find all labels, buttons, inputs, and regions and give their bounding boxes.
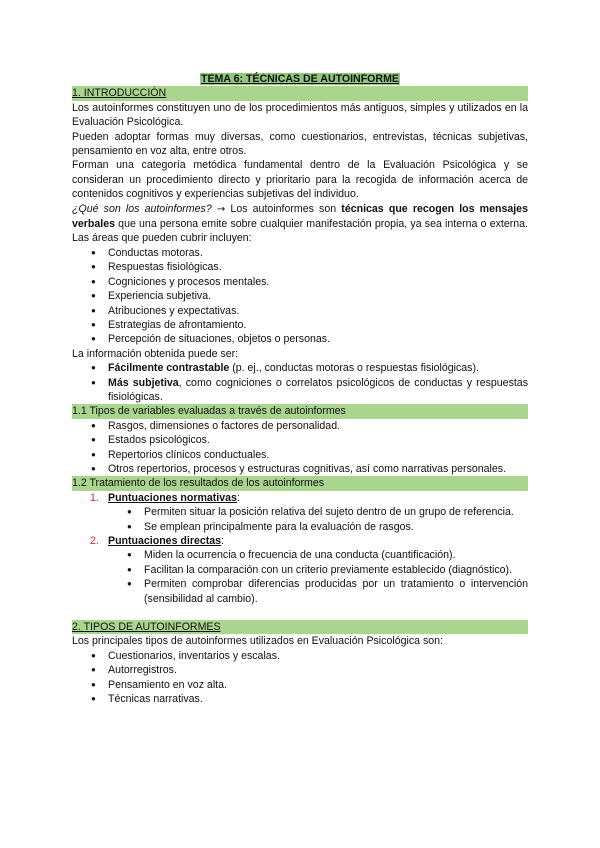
list-number: 2. [90,535,99,547]
list-item: ● Facilitan la comparación con un criterio previamente establecido (diagnóstico). [144,563,528,577]
list-item: ● Atribuciones y expectativas. [108,304,528,318]
list-item: 2. Puntuaciones directas: ● Miden la ocurrencia o frecuencia de una conducta (cuantificación). ● Facilitan la comparación con un criterio previamente establecido (diagnóstico). ● Permiten comprobar diferencias producidas por un tratamiento o intervención (sensibilidad al cambio). [108,534,528,606]
list-item: ● Respuestas fisiológicas. [108,260,528,274]
list-item: ● Repertorios clínicos conductuales. [108,448,528,462]
section-heading-tratamiento: 1.2 Tratamiento de los resultados de los autoinformes [72,476,528,490]
list-item: ● Percepción de situaciones, objetos o personas. [108,332,528,346]
types-intro: Los principales tipos de autoinformes utilizados en Evaluación Psicológica son: [72,635,443,648]
list-item: ● Cogniciones y procesos mentales. [108,275,528,289]
section-heading-tipos-variables: 1.1 Tipos de variables evaluadas a través de autoinformes [72,404,528,418]
list-item: ● Estados psicológicos. [108,433,528,447]
list-item: ● Experiencia subjetiva. [108,289,528,303]
normative-scores-list [108,505,528,534]
intro-paragraph-1: Los autoinformes constituyen uno de los procedimientos más antiguos, simples y utilizados en la Evaluación Psicológica. [72,101,528,129]
areas-list [72,246,528,347]
list-item: ● Permiten comprobar diferencias producidas por un tratamiento o intervención (sensibilidad al cambio). [144,577,528,606]
list-number: 1. [90,491,99,504]
types-list [72,649,528,707]
list-item: ● Permiten situar la posición relativa del sujeto dentro de un grupo de referencia. [144,505,528,519]
list-item: ● Autorregistros. [108,663,528,677]
variables-list [72,419,528,477]
document-title: TEMA 6: TÉCNICAS DE AUTOINFORME [201,73,399,85]
list-item: ● Conductas motoras. [108,246,528,260]
definition-question: ¿Qué son los autoinformes? [72,202,212,215]
info-list [72,361,528,404]
definition-emphasis: técnicas que recogen los mensajes verbales [72,202,528,231]
list-item: ● Estrategias de afrontamiento. [108,318,528,332]
list-item: ● Fácilmente contrastable (p. ej., conductas motoras o respuestas fisiológicas). [108,361,528,375]
document-page [72,72,528,706]
scores-list [72,491,528,606]
info-intro: La información obtenida puede ser: [72,347,239,360]
list-item: ● Rasgos, dimensiones o factores de personalidad. [108,419,528,433]
section-heading-introduccion: 1. INTRODUCCIÓN [72,86,528,100]
definition-paragraph: ¿Qué son los autoinformes? → Los autoinformes son técnicas que recogen los mensajes verbales que una persona emite sobre cualquier manifestación propia, ya sea interna o externa. Las áreas que pueden cubrir incluyen: [72,202,528,245]
list-item: ● Cuestionarios, inventarios y escalas. [108,649,528,663]
list-item: ● Más subjetiva, como cogniciones o correlatos psicológicos de conductas y respuestas fisiológicas. [108,376,528,405]
normative-scores-title: Puntuaciones normativas [108,491,237,504]
arrow-icon: → [216,203,226,215]
section-heading-tipos-autoinformes: 2. TIPOS DE AUTOINFORMES [72,620,528,634]
intro-paragraph-2: Pueden adoptar formas muy diversas, como cuestionarios, entrevistas, técnicas subjetivas, pensamiento en voz alta, entre otros. [72,130,528,158]
list-item: ● Miden la ocurrencia o frecuencia de una conducta (cuantificación). [144,548,528,562]
list-item: ● Otros repertorios, procesos y estructuras cognitivas, así como narrativas personales. [108,462,528,476]
direct-scores-list [108,548,528,606]
direct-scores-title: Puntuaciones directas [108,535,222,547]
intro-paragraph-3: Forman una categoría metódica fundamental dentro de la Evaluación Psicológica y se consideran un procedimiento directo y prioritario para la recogida de información acerca de contenidos cognitivos y experiencias subjetivas del individuo. [72,159,528,201]
list-item: ● Pensamiento en voz alta. [108,678,528,692]
list-item: ● Se emplean principalmente para la evaluación de rasgos. [144,520,528,534]
list-item: 1. Puntuaciones normativas: ● Permiten situar la posición relativa del sujeto dentro de un grupo de referencia. ● Se emplean principalmente para la evaluación de rasgos. [108,491,528,534]
list-item: ● Técnicas narrativas. [108,692,528,706]
